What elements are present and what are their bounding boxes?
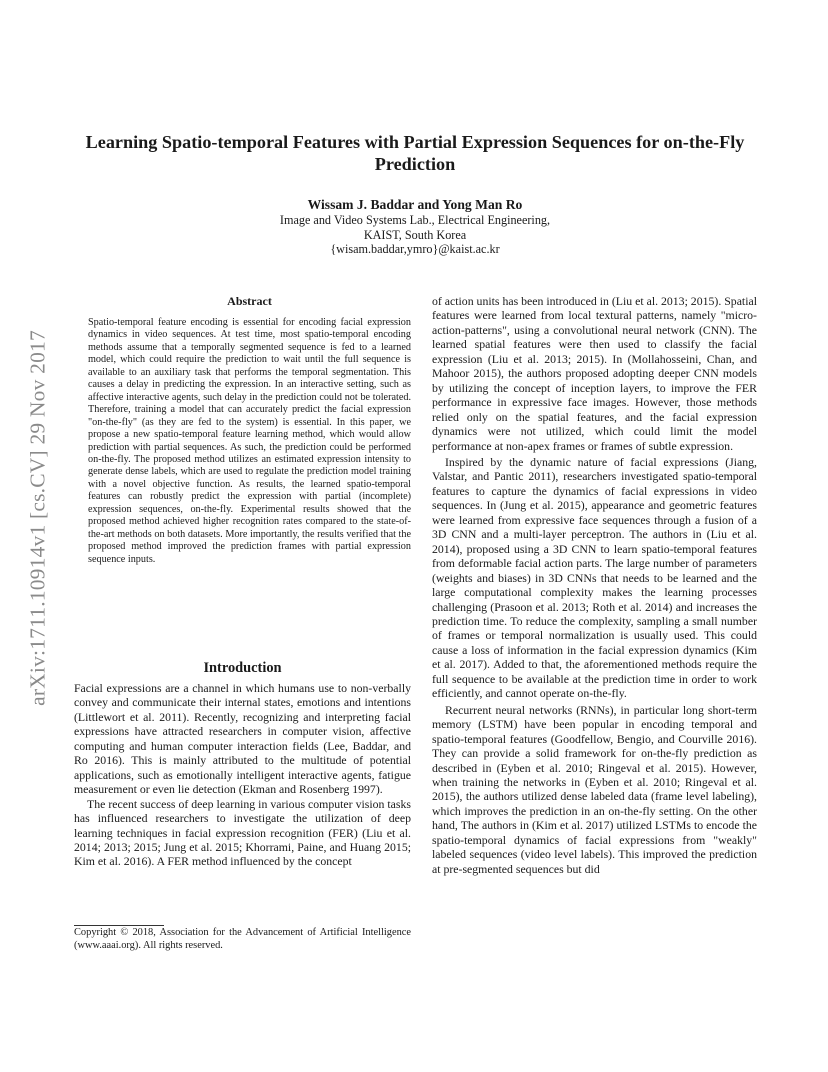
affiliation-line-institution: KAIST, South Korea [363,227,467,242]
right-column-paragraph-3: Recurrent neural networks (RNNs), in particular long short-term memory (LSTM) have been popular in encoding temporal and spatio-temporal features (Goodfellow, Bengio, and Courville 2016). They can provide a solid framework for on-the-fly prediction as described in (Eyben et al. 2010; Ringeval et al. 2015). However, when training the networks in (Eyben et al. 2010; Ringeval et al. 2015), the authors utilized dense labeled data (frame level labeling), which improves the prediction in an on-the-fly setting. On the other hand, The authors in (Kim et al. 2017) utilized LSTMs to encode the spatio-temporal dynamics of facial expressions from "weakly" labeled sequences (video level labels). This improved the prediction at pre-segmented sequences but did [432,702,757,876]
arxiv-identifier-text: arXiv:1711.10914v1 [cs.CV] 29 Nov 2017 [25,330,50,706]
paper-title: Learning Spatio-temporal Features with Partial Expression Sequences for on-the-Fly Prediction [85,132,745,174]
introduction-paragraph-1: Facial expressions are a channel in which humans use to non-verbally convey and communicate their internal states, emotions and intentions (Littlewort et al. 2011). Recently, recognizing and interpreting facial expressions have attracted researchers in computer vision, affective computing and human computer interaction fields (Lee, Baddar, and Ro 2016). This is mainly attributed to the multitude of potential applications, such as emotionally intelligent interactive agents, fatigue measurement or even lie detection (Ekman and Rosenberg 1997). [74,681,411,797]
right-column-paragraph-2: Inspired by the dynamic nature of facial expressions (Jiang, Valstar, and Pantic 2011), researchers investigated spatio-temporal features to capture the dynamics of facial expressions in video sequences. In (Jung et al. 2015), appearance and geometric features were learned from expressive face sequences through a fusion of a 3D CNN and a multi-layer perceptron. The authors in (Liu et al. 2014), proposed using a 3D CNN to learn spatio-temporal features from deformable facial action parts. The large number of parameters (weights and biases) in 3D CNNs that needs to be learned and the large computational complexity makes the learning processes challenging (Prasoon et al. 2013; Roth et al. 2014) and increases the prediction time. To reduce the complexity, sampling a small number of frames or temporal normalization is usually used. This could cause a loss of information in the facial expression dynamics (Kim et al. 2017). Added to that, the aforementioned methods require the full sequence to be available at the prediction time in order to work efficiently, and cannot operate on-the-fly. [432,454,757,701]
abstract-body [88,317,411,566]
author-affiliation [70,213,760,257]
abstract-heading: Abstract [227,294,272,308]
paper-authors: Wissam J. Baddar and Yong Man Ro [307,197,523,212]
copyright-text: Copyright © 2018, Association for the Advancement of Artificial Intelligence (www.aaai.org). All rights reserved. [74,927,411,952]
introduction-heading: Introduction [203,660,282,676]
introduction-paragraph-2: The recent success of deep learning in various computer vision tasks has influenced researchers to investigate the utilization of deep learning techniques in facial expression recognition (FER) (Liu et al. 2014; 2013; 2015; Jung et al. 2015; Khorrami, Paine, and Huang 2015; Kim et al. 2016). A FER method influenced by the concept [74,796,411,869]
introduction-body [74,681,411,869]
arxiv-side-identifier [18,268,58,768]
affiliation-line-lab: Image and Video Systems Lab., Electrical Engineering, [279,213,551,227]
abstract-text: Spatio-temporal feature encoding is essential for encoding facial expression dynamics in video sequences. At test time, most spatio-temporal encoding methods assume that a temporally segmented sequence is fed to a learned model, which could require the prediction to wait until the full sequence is available to an auxiliary task that performs the temporal segmentation. This causes a delay in predicting the expression. In an interactive setting, such as affective interactive agents, such delay in the prediction could not be tolerated. Therefore, training a model that can accurately predict the facial expression "on-the-fly" (as they are fed to the system) is essential. In this paper, we propose a new spatio-temporal feature learning method, which would allow prediction with partial sequences. As such, the prediction could be performed on-the-fly. The proposed method utilizes an estimated expression intensity to generate dense labels, which are used to regulate the prediction model training with a novel objective function. As results, the learned spatio-temporal features can robustly predict the expression with partial (incomplete) expression sequences, on-the-fly. Experimental results showed that the proposed method achieved higher recognition rates compared to the state-of-the-art methods on both datasets. More importantly, the results verified that the proposed method improved the prediction frames with partial expression sequence inputs. [88,317,411,565]
copyright-footnote [74,926,411,953]
right-column-body [432,294,757,876]
affiliation-line-email: {wisam.baddar,ymro}@kaist.ac.kr [330,242,500,256]
right-column-paragraph-1: of action units has been introduced in (Liu et al. 2013; 2015). Spatial features were learned from local textural patterns, namely "micro-action-patterns", using a convolutional neural network (CNN). The learned spatial features were then used to classify the facial expression (Liu et al. 2013; 2015). In (Mollahosseini, Chan, and Mahoor 2015), the authors proposed adopting deeper CNN models by utilizing the concept of inception layers, to improve the FER performance in expressive face images. However, those methods relied only on the spatial features, and the facial expression dynamics were not utilized, which could limit the model performance at non-apex frames or frames of subtle expression. [432,294,757,453]
